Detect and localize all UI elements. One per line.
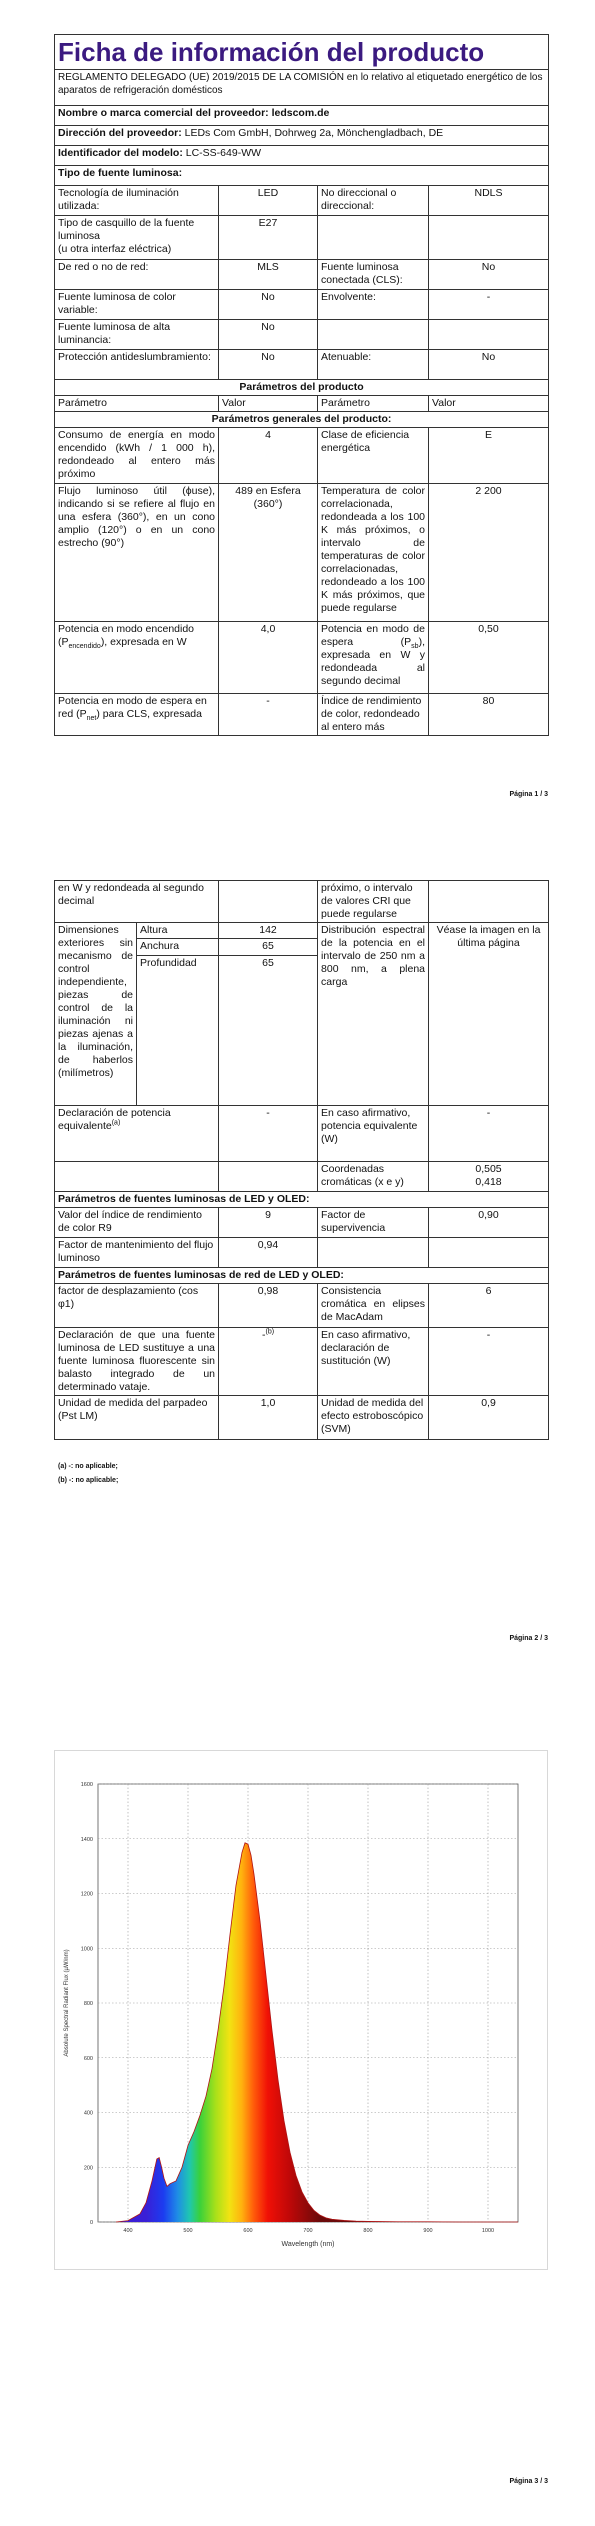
general-cell-v2: No <box>429 350 549 380</box>
col-value-1: Valor <box>219 396 318 412</box>
general-cell-l2: No direccional o direccional: <box>318 186 429 216</box>
col-value-2: Valor <box>429 396 549 412</box>
survival-label: Factor de supervivencia <box>318 1208 429 1238</box>
cri-value-cont <box>429 881 549 923</box>
efficiency-class-value: E <box>429 428 549 484</box>
footnote-b: (b) -: no aplicable; <box>58 1477 119 1484</box>
empty-cell-d <box>429 1238 549 1268</box>
efficiency-class-label: Clase de eficiencia energética <box>318 428 429 484</box>
general-cell-l2 <box>318 320 429 350</box>
chroma-coords-value <box>429 1162 549 1192</box>
y-tick-label: 600 <box>83 2055 93 2062</box>
displacement-factor-label: factor de desplazamiento (cos φ1) <box>55 1284 219 1328</box>
chroma-x: 0,505 <box>475 1163 502 1175</box>
supplier-name: Nombre o marca comercial del proveedor: ledscom.de <box>55 106 549 126</box>
y-tick-label: 200 <box>83 2165 93 2172</box>
general-row <box>55 186 549 216</box>
r9-value: 9 <box>219 1208 318 1238</box>
general-cell-v1: No <box>219 350 318 380</box>
general-cell-v1: No <box>219 320 318 350</box>
general-cell-v2: No <box>429 260 549 290</box>
dimensions-label: Dimensiones exteriores sin mecanismo de control independiente, piezas de control de la iluminación ni piezas ajenas a la iluminación, de haberlos (milímetros) <box>55 923 137 1106</box>
general-params-header: Parámetros generales del producto: <box>55 412 549 428</box>
luminous-flux-value: 489 en Esfera (360°) <box>219 484 318 622</box>
general-row <box>55 216 549 260</box>
model-label: Identificador del modelo: <box>58 147 183 159</box>
general-cell-l1: Fuente luminosa de alta luminancia: <box>55 320 219 350</box>
general-row <box>55 260 549 290</box>
info-table-page1 <box>54 34 549 736</box>
general-rows <box>55 186 549 380</box>
fluo-value-text: - <box>261 1329 266 1341</box>
general-cell-l2: Envolvente: <box>318 290 429 320</box>
y-tick-label: 1400 <box>80 1836 93 1843</box>
flicker-label: Unidad de medida del parpadeo (Pst LM) <box>55 1396 219 1440</box>
regulation-text: REGLAMENTO DELEGADO (UE) 2019/2015 DE LA COMISIÓN en lo relativo al etiquetado energético de los aparatos de refrigeración domésticos <box>55 70 549 106</box>
empty-cell-a <box>55 1162 219 1192</box>
led-oled-header: Parámetros de fuentes luminosas de LED y OLED: <box>55 1192 549 1208</box>
energy-consumption-label: Consumo de energía en modo encendido (kWh / 1 000 h), redondeado al entero más próximo <box>55 428 219 484</box>
page-footer-2: Página 2 / 3 <box>509 1635 548 1642</box>
dim-height-value: 142 <box>219 923 318 939</box>
page-footer-1: Página 1 / 3 <box>509 791 548 798</box>
replacement-claim-label: En caso afirmativo, declaración de sustitución (W) <box>318 1328 429 1396</box>
spectral-distribution-value: Véase la imagen en la última página <box>429 923 549 1106</box>
on-mode-power-value: 4,0 <box>219 622 318 694</box>
equiv-power-value: - <box>219 1106 318 1162</box>
stroboscopic-value: 0,9 <box>429 1396 549 1440</box>
flux-maintenance-label: Factor de mantenimiento del flujo luminoso <box>55 1238 219 1268</box>
network-standby-value-cont <box>219 881 318 923</box>
mains-led-header: Parámetros de fuentes luminosas de red de LED y OLED: <box>55 1268 549 1284</box>
dim-depth-value: 65 <box>219 955 318 1105</box>
product-params-header: Parámetros del producto <box>55 380 549 396</box>
model-row <box>55 146 549 166</box>
general-cell-l1: Tecnología de iluminación utilizada: <box>55 186 219 216</box>
general-cell-v2: NDLS <box>429 186 549 216</box>
x-tick-label: 400 <box>123 2228 133 2234</box>
flicker-value: 1,0 <box>219 1396 318 1440</box>
x-axis-label: Wavelength (nm) <box>281 2241 335 2248</box>
network-standby-label: Potencia en modo de espera en red $(P_{net})$ para CLS, expresada <box>55 694 219 736</box>
general-row <box>55 350 549 380</box>
standby-power-value: 0,50 <box>429 622 549 694</box>
fluorescent-replacement-value <box>219 1328 318 1396</box>
r9-label: Valor del índice de rendimiento de color R9 <box>55 1208 219 1238</box>
luminous-flux-label: Flujo luminoso útil (ϕuse), indicando si se refiere al flujo en una esfera (360°), en un cono amplio (120°) o en un cono estrecho (90°) <box>55 484 219 622</box>
x-tick-label: 700 <box>303 2228 313 2234</box>
model-value: LC-SS-649-WW <box>182 147 262 159</box>
cri-value: 80 <box>429 694 549 736</box>
macadam-value: 6 <box>429 1284 549 1328</box>
dim-depth-label: Profundidad <box>137 955 219 1105</box>
equiv-power-text: Declaración de potencia equivalente <box>58 1107 171 1132</box>
general-cell-v2 <box>429 320 549 350</box>
equiv-power-yes-label: En caso afirmativo, potencia equivalente (W) <box>318 1106 429 1162</box>
cri-label: Índice de rendimiento de color, redondeado al entero más <box>318 694 429 736</box>
general-cell-v1: E27 <box>219 216 318 260</box>
macadam-label: Consistencia cromática en elipses de MacAdam <box>318 1284 429 1328</box>
x-tick-label: 600 <box>243 2228 253 2234</box>
fluo-value-sup: (b) <box>265 1328 275 1336</box>
network-standby-label-cont: en W y redondeada al segundo decimal <box>55 881 219 923</box>
general-cell-l1: De red o no de red: <box>55 260 219 290</box>
cct-label: Temperatura de color correlacionada, redondeada a los 100 K más próximos, o intervalo de temperaturas de color correlacionadas, redondeado a los 100 K más próximos, que puede regularse <box>318 484 429 622</box>
supplier-address-row <box>55 126 549 146</box>
y-tick-label: 0 <box>89 2220 93 2226</box>
y-axis-label: Absolute Spectral Radiant Flux (µW/nm) <box>64 1949 70 2057</box>
equiv-power-sup: (a) <box>111 1119 121 1127</box>
flux-maintenance-value: 0,94 <box>219 1238 318 1268</box>
y-tick-label: 400 <box>83 2110 93 2117</box>
general-cell-v1: No <box>219 290 318 320</box>
general-cell-l1: Fuente luminosa de color variable: <box>55 290 219 320</box>
fluorescent-replacement-label: Declaración de que una fuente luminosa de LED sustituye a una fuente luminosa fluorescente sin balasto integrado de un determinado vataje. <box>55 1328 219 1396</box>
info-table-page2 <box>54 880 549 1440</box>
x-tick-label: 1000 <box>481 2228 495 2234</box>
displacement-factor-value: 0,98 <box>219 1284 318 1328</box>
dim-width-label: Anchura <box>137 939 219 955</box>
y-tick-label: 800 <box>83 2001 93 2007</box>
equiv-power-label <box>55 1106 219 1162</box>
cri-label-cont: próximo, o intervalo de valores CRI que puede regularse <box>318 881 429 923</box>
energy-consumption-value: 4 <box>219 428 318 484</box>
general-cell-l2: Atenuable: <box>318 350 429 380</box>
on-mode-power-label: Potencia en modo encendido $(P_{encendido})$, expresada en W <box>55 622 219 694</box>
general-cell-l1: Protección antideslumbramiento: <box>55 350 219 380</box>
supplier-address-label: Dirección del proveedor: <box>58 127 182 139</box>
col-param-1: Parámetro <box>55 396 219 412</box>
general-cell-v1: LED <box>219 186 318 216</box>
general-cell-l1: Tipo de casquillo de la fuente luminosa (u otra interfaz eléctrica) <box>55 216 219 260</box>
stroboscopic-label: Unidad de medida del efecto estroboscópico (SVM) <box>318 1396 429 1440</box>
general-cell-v2 <box>429 216 549 260</box>
chroma-y: 0,418 <box>475 1176 502 1188</box>
general-row <box>55 290 549 320</box>
spectrum-chart <box>54 1750 548 2270</box>
col-param-2: Parámetro <box>318 396 429 412</box>
cct-value: 2 200 <box>429 484 549 622</box>
spectrum-svg <box>54 1750 548 2270</box>
survival-value: 0,90 <box>429 1208 549 1238</box>
spectral-distribution-label: Distribución espectral de la potencia en el intervalo de 250 nm a 800 nm, a plena carga <box>318 923 429 1106</box>
page-title: Ficha de información del producto <box>55 35 549 70</box>
network-standby-value: - <box>219 694 318 736</box>
light-source-type: Tipo de fuente luminosa: <box>55 166 549 186</box>
general-cell-l2 <box>318 216 429 260</box>
chroma-coords-label: Coordenadas cromáticas (x e y) <box>318 1162 429 1192</box>
dim-width-value: 65 <box>219 939 318 955</box>
x-tick-label: 900 <box>423 2228 433 2234</box>
replacement-claim-value: - <box>429 1328 549 1396</box>
x-tick-label: 500 <box>183 2228 193 2234</box>
y-tick-label: 1600 <box>80 1782 93 1788</box>
general-cell-v1: MLS <box>219 260 318 290</box>
page-footer-3: Página 3 / 3 <box>509 2478 548 2485</box>
supplier-address: LEDs Com GmbH, Dohrweg 2a, Mönchengladbach, DE <box>181 127 444 139</box>
general-cell-v2: - <box>429 290 549 320</box>
general-row <box>55 320 549 350</box>
footnote-a: (a) -: no aplicable; <box>58 1463 118 1470</box>
empty-cell-b <box>219 1162 318 1192</box>
general-cell-l2: Fuente luminosa conectada (CLS): <box>318 260 429 290</box>
empty-cell-c <box>318 1238 429 1268</box>
standby-power-label: Potencia en modo de espera $(P_{sb})$, expresada en W y redondeada al segundo decimal <box>318 622 429 694</box>
equiv-power-yes-value: - <box>429 1106 549 1162</box>
y-tick-label: 1200 <box>80 1891 93 1898</box>
dim-height-label: Altura <box>137 923 219 939</box>
x-tick-label: 800 <box>363 2228 373 2234</box>
y-tick-label: 1000 <box>80 1946 93 1953</box>
